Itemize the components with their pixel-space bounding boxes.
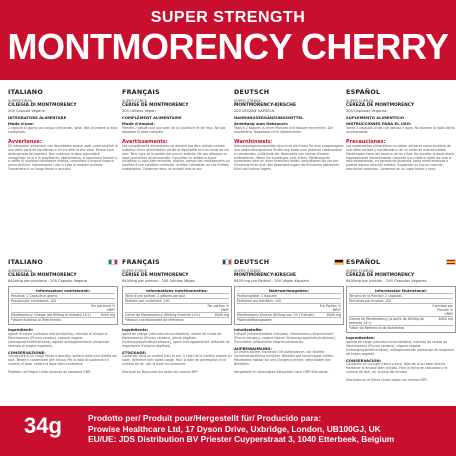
ingredients-block bbox=[346, 336, 456, 382]
capsule-count: 200 Gélules Vegan bbox=[122, 108, 156, 113]
table-row: Porciones por envase: 100 bbox=[349, 298, 453, 303]
table-row: Cantidad por Porción % VRN* bbox=[349, 303, 453, 316]
warnings-heading: Precauciones: bbox=[346, 138, 386, 145]
capsule-count: 200 Capsule Vegane bbox=[8, 108, 45, 113]
eu-address-line: JDS Distribution BV Priester Cuyperstraat 3, 1040 Etterbeek, Belgium bbox=[118, 434, 395, 444]
top-col-spanish bbox=[346, 88, 456, 260]
eu-address-row bbox=[88, 434, 450, 445]
nutrition-table bbox=[346, 286, 456, 334]
product-title: MONTMORENCY CHERRY bbox=[7, 26, 449, 67]
warnings-text: Gli integratori alimentari non dovrebbero essere usati come sostituti di una dieta varia ed equilibrata e di uno stile di vita sano. Tenere fuori dalla portata dei bambini. Non superare la dose giornaliera consigliata. Se si è in gravidanza, allattamento, si assumono farmaci o si soffre di qualsiasi condizione medica, consultare il proprio medico prima dell'uso. Interrompere l'uso in caso di reazioni avverse. Conservare in un luogo fresco e asciutto. bbox=[8, 143, 118, 172]
top-col-german bbox=[234, 88, 344, 260]
directions-text: Tomar 2 cápsulas al día con comida y agua. No exceder la dosis diaria recomendada. bbox=[346, 125, 455, 134]
lang-heading: ESPAÑOL bbox=[346, 88, 381, 96]
table-row: Par portion % VNR* bbox=[125, 303, 229, 312]
warnings-text: Nahrungsergänzungsmittel sind nicht als Ersatz für eine ausgewogene und abwechslungsreiche Ernährung sowie eine gesunde Lebensweise zu verwenden. Außerhalb der Reichweite von kleinen Kindern aufbewahren. Wenn Sie schwanger sind, stillen, Medikamente einnehmen oder an einer Krankheit leiden, konsultieren Sie vor der Einnahme Ihren Arzt. Bei Nebenwirkungen die Einnahme abbrechen. Kühl und trocken lagern. bbox=[234, 143, 344, 172]
serving-strength: 8400mg par portion · 200 Gélules Vegan bbox=[122, 278, 196, 283]
storage-heading: STOCKAGE: bbox=[122, 349, 147, 355]
manufacture-note: Prodotto nel Regno Unito secondo gli standard GMP. bbox=[8, 369, 91, 374]
table-row: Cereza de Montmorency (a partir de 600mg de extracto 14:1) 8400 mg bbox=[349, 317, 453, 326]
nutrition-table bbox=[234, 286, 344, 326]
top-col-french bbox=[122, 88, 232, 260]
bottom-col-spanish bbox=[346, 258, 456, 408]
header-banner bbox=[0, 0, 456, 80]
product-name: MONTMORENCY-KIRSCHE bbox=[234, 273, 296, 279]
lang-heading: ITALIANO bbox=[8, 88, 43, 96]
storage-heading: CONSERVAZIONE: bbox=[8, 349, 46, 355]
nutrition-title: Información Nutricional: bbox=[374, 287, 428, 293]
ingredients-block bbox=[8, 328, 118, 374]
directions-text: Prendre 2 gélules par jour avec de la nourriture et de l'eau. Ne pas dépasser la dose indiquée. bbox=[122, 125, 226, 134]
nutrition-table bbox=[122, 286, 232, 326]
warnings-heading: Avertissements: bbox=[122, 138, 168, 145]
table-row: *Nährstoffbezugswert bbox=[237, 317, 341, 322]
ingredients-block bbox=[122, 328, 232, 374]
capsule-count: 200 Cápsulas Veganas bbox=[346, 108, 387, 113]
supplement-heading: INTEGRATORE ALIMENTARE bbox=[8, 114, 67, 120]
product-name: CEREZA DE MONTMORENCY bbox=[346, 273, 415, 279]
manufacture-note: Hergestellt im Vereinigten Königreich nach GMP-Standards. bbox=[234, 369, 329, 374]
lang-heading-row bbox=[346, 258, 456, 266]
brand-line: SUPERFORZA bbox=[8, 99, 33, 103]
table-row: Taille d'une portion: 2 gélules par jour bbox=[125, 293, 229, 298]
table-row: Porzioni per confezione: 100 bbox=[11, 298, 115, 303]
product-name: CILIEGIA DI MONTMORENCY bbox=[8, 273, 77, 279]
capsule-count: 200 VEGANE KAPSELN bbox=[234, 108, 275, 113]
table-row: Portionsgröße: 2 Kapseln bbox=[237, 293, 341, 298]
top-col-italian bbox=[8, 88, 118, 260]
producer-label: Prodotto per/ Produit pour/Hergestellt für/ Producido para: bbox=[88, 413, 322, 423]
table-row: *Valor de Referencia de Nutrientes bbox=[349, 325, 453, 330]
ingredients-heading: Ingredientes: bbox=[346, 335, 375, 341]
nutrition-title: Nährwertangaben: bbox=[268, 287, 310, 293]
table-row: Pro Portion % NRV* bbox=[237, 303, 341, 312]
lang-heading-row bbox=[8, 258, 118, 266]
serving-strength: 8400mg por porción · 200 Cápsulas Veganas bbox=[346, 278, 427, 283]
fr-flag-icon bbox=[222, 259, 232, 265]
ingredients-block bbox=[234, 328, 344, 374]
serving-strength: 8400mg per porzione · 200 Capsule Vegane bbox=[8, 278, 87, 283]
lang-heading: ITALIANO bbox=[8, 258, 43, 266]
nutrition-title: Informations nutritionnelles: bbox=[146, 287, 208, 293]
product-name: MONTMORENCY-KIRSCHE bbox=[234, 103, 296, 109]
lang-heading-row bbox=[234, 258, 344, 266]
strength-kicker: SUPER STRENGTH bbox=[150, 9, 306, 26]
lang-heading: FRANÇAIS bbox=[122, 258, 160, 266]
serving-strength: 8400 mg pro Portion · 200 Vegan-Kapseln bbox=[234, 278, 309, 283]
brand-line: SUPER STÄRKE bbox=[234, 99, 261, 103]
warnings-heading: Warnhinweis: bbox=[234, 138, 273, 145]
warnings-text: Les compléments alimentaires ne doivent pas être utilisés comme substitut d'une alimentation variée et équilibrée et d'un mode de vie sain. Tenir hors de la portée des jeunes enfants. Ne pas dépasser la dose journalière recommandée. Consultez un médecin avant utilisation si vous êtes enceinte, allaitez, prenez des médicaments ou souffrez d'une condition médicale. Arrêtez l'utilisation en cas d'effets indésirables. Conserver dans un endroit frais et sec. bbox=[122, 143, 230, 172]
brand-line: SUPER FORCE bbox=[122, 269, 147, 273]
brand-line: SUPER FORCE bbox=[122, 99, 147, 103]
it-flag-icon bbox=[108, 259, 118, 265]
nutrition-table bbox=[8, 286, 118, 326]
ingredients-heading: Inhaltsstoffe: bbox=[234, 327, 263, 333]
product-name: CERISE DE MONTMORENCY bbox=[122, 273, 189, 279]
table-row: Montmorency Ciliegia (da 600mg di estratto 14:1) 8400 mg bbox=[11, 313, 115, 318]
table-row: Cerise de Montmorency (600mg d'extrait 14:1) 8400 mg bbox=[125, 313, 229, 318]
directions-heading: Mode d'emploi: bbox=[122, 121, 155, 127]
product-name: CEREZA DE MONTMORENCY bbox=[346, 103, 415, 109]
table-row: Tamaño de la Porción: 2 cápsulas bbox=[349, 293, 453, 298]
directions-text: Täglich 2 Kapseln zu einer Mahlzeit und Wasser einnehmen. Die empfohlene Tagesdosis nicht überschreiten. bbox=[234, 125, 333, 134]
net-weight: 34g bbox=[24, 413, 62, 438]
table-row: Montmorency-Kirsche (600mg von 14:1 Extrakt) 8400 mg bbox=[237, 313, 341, 318]
ingredients-text: Füllstoff (mikrokristalline Cellulose), Montmorency-Kirschextrakt (Prunus cerasus), vegane Kapsel (Hydroxypropylmethylcellulose), Trennmittel (pflanzliches Magnesiumstearat). bbox=[234, 331, 336, 344]
lang-heading: DEUTSCH bbox=[234, 88, 270, 96]
supplement-heading: COMPLÉMENT ALIMENTAIRE bbox=[122, 114, 182, 120]
lang-heading: DEUTSCH bbox=[234, 258, 270, 266]
brand-line: SUPER FUERZA bbox=[346, 269, 374, 273]
supplement-heading: NAHRUNGSERGÄNZUNGSMITTEL bbox=[234, 114, 304, 120]
warnings-text: Los suplementos alimenticios no deben utilizarse como sustituto de una dieta variada y equilibrada ni de un estilo de vida saludable. Manténgase fuera del alcance de los niños. No exceder la dosis diaria expresamente recomendada. Consulte a su médico antes de usar si está embarazada, en periodo de lactancia, toma medicamentos o padece alguna afección médica. Suspender su uso en caso de reacciones adversas. Conservar en un lugar fresco y seco. bbox=[346, 143, 455, 172]
supplement-heading: SUPLEMENTO ALIMENTICIO bbox=[346, 114, 405, 120]
table-row: Portionen pro Behälter: 100 bbox=[237, 298, 341, 303]
storage-text: Conservar en un lugar fresco y seco, lejos de la luz solar directa. Mantener el envase bien cerrado. Para la fecha de caducidad y el número de lote, ver la base del envase. bbox=[346, 362, 448, 375]
brand-line: SUPER FUERZA bbox=[346, 99, 374, 103]
directions-heading: INSTRUCCIONES PARA EL USO: bbox=[346, 121, 412, 127]
eu-label: EU/UE: bbox=[88, 434, 117, 444]
bottom-col-french bbox=[122, 258, 232, 408]
table-row: Per porzione % VNR* bbox=[11, 303, 115, 312]
table-row: *Valore Nutritivo di Riferimento bbox=[11, 317, 115, 322]
directions-text: 2 capsule al giorno con acqua o bevande / pasti. Non eccedere la dose consigliata. bbox=[8, 125, 118, 134]
ingredients-heading: Ingrédients: bbox=[122, 327, 149, 333]
footer-banner bbox=[0, 406, 456, 456]
warnings-heading: Avvertenze: bbox=[8, 138, 42, 145]
ingredients-text: Agente de carga (celulosa microcristalina), extracto de cereza de Montmorency (Prunus cerasus), cápsula vegana (hidroxipropilmetilcelulosa), antiaglomerante (estearato de magnesio de origen vegetal). bbox=[346, 339, 454, 356]
producer-address bbox=[88, 413, 450, 445]
manufacture-note: Fabriqué au Royaume-Uni selon les normes BPF. bbox=[122, 369, 199, 374]
producer-address-line: Prowise Healthcare Ltd, 17 Dyson Drive, Uxbridge, London, UB100GJ, UK bbox=[88, 423, 381, 434]
ingredients-text: Agenti di carica (cellulosa microcristallina), estratto di ciliegia di Montmorency (Prunus cerasus), capsula vegana (idrossipropilmetilcellulosa), agente antiagglomerante (magnesio stearato di origine vegetale). bbox=[8, 331, 110, 348]
brand-line: SUPER STÄRKE bbox=[234, 269, 261, 273]
table-row: *Valeurs nutritionnelles de référence bbox=[125, 317, 229, 322]
directions-heading: Anleitung zum Gebrauch: bbox=[234, 121, 289, 127]
table-row: Portions par contenant: 100 bbox=[125, 298, 229, 303]
storage-heading: CONSERVACIÓN: bbox=[346, 357, 382, 363]
lang-heading: ESPAÑOL bbox=[346, 258, 381, 266]
storage-text: Conservare in un luogo fresco e asciutto, lontano dalla luce diretta del sole. Tenere il contenitore ben chiuso. Per la data di scadenza e il numero di lotto, vedere la base della confezione. bbox=[8, 354, 117, 367]
brand-line: SUPERFORZA bbox=[8, 269, 33, 273]
lang-heading-row bbox=[122, 258, 232, 266]
lang-heading: FRANÇAIS bbox=[122, 88, 160, 96]
es-flag-icon bbox=[446, 259, 456, 265]
bottom-col-italian bbox=[8, 258, 118, 408]
table-row: Porzione: 2 Capsule al giorno bbox=[11, 293, 115, 298]
directions-heading: Modo d'uso: bbox=[8, 121, 35, 127]
bottom-col-german bbox=[234, 258, 344, 408]
nutrition-title: Informazioni nutrizionali: bbox=[35, 287, 91, 293]
ingredients-heading: Ingredienti: bbox=[8, 327, 34, 333]
storage-text: Conserver dans un endroit frais et sec, à l'abri de la lumière directe du soleil. Refermer bien après usage. Pour la date de péremption et le numéro de lot, voir la base du contenant. bbox=[122, 354, 232, 367]
manufacture-note: Fabricado en el Reino Unido según las normas BPF. bbox=[346, 377, 427, 382]
storage-heading: AUFBEWAHRUNG: bbox=[234, 345, 272, 351]
product-name: CERISE DE MONTMORENCY bbox=[122, 103, 189, 109]
storage-text: An einem kühlen, trockenen Ort aufbewahren, vor direkter Sonneneinstrahlung schützen. Behälter gut verschlossen halten. Mindestens haltbar bis und Chargennummer: siehe Boden des Behälters. bbox=[234, 350, 335, 367]
product-name: CILIEGIA DI MONTMORENCY bbox=[8, 103, 77, 109]
de-flag-icon bbox=[334, 259, 344, 265]
ingredients-text: Agent de charge (cellulose microcristalline), extrait de cerise de Montmorency (Prunus cerasus), gélule végétale (hydroxypropylméthylcellulose), agent anti-agglomérant (stéarate de magnésium d'origine végétale). bbox=[122, 331, 230, 348]
